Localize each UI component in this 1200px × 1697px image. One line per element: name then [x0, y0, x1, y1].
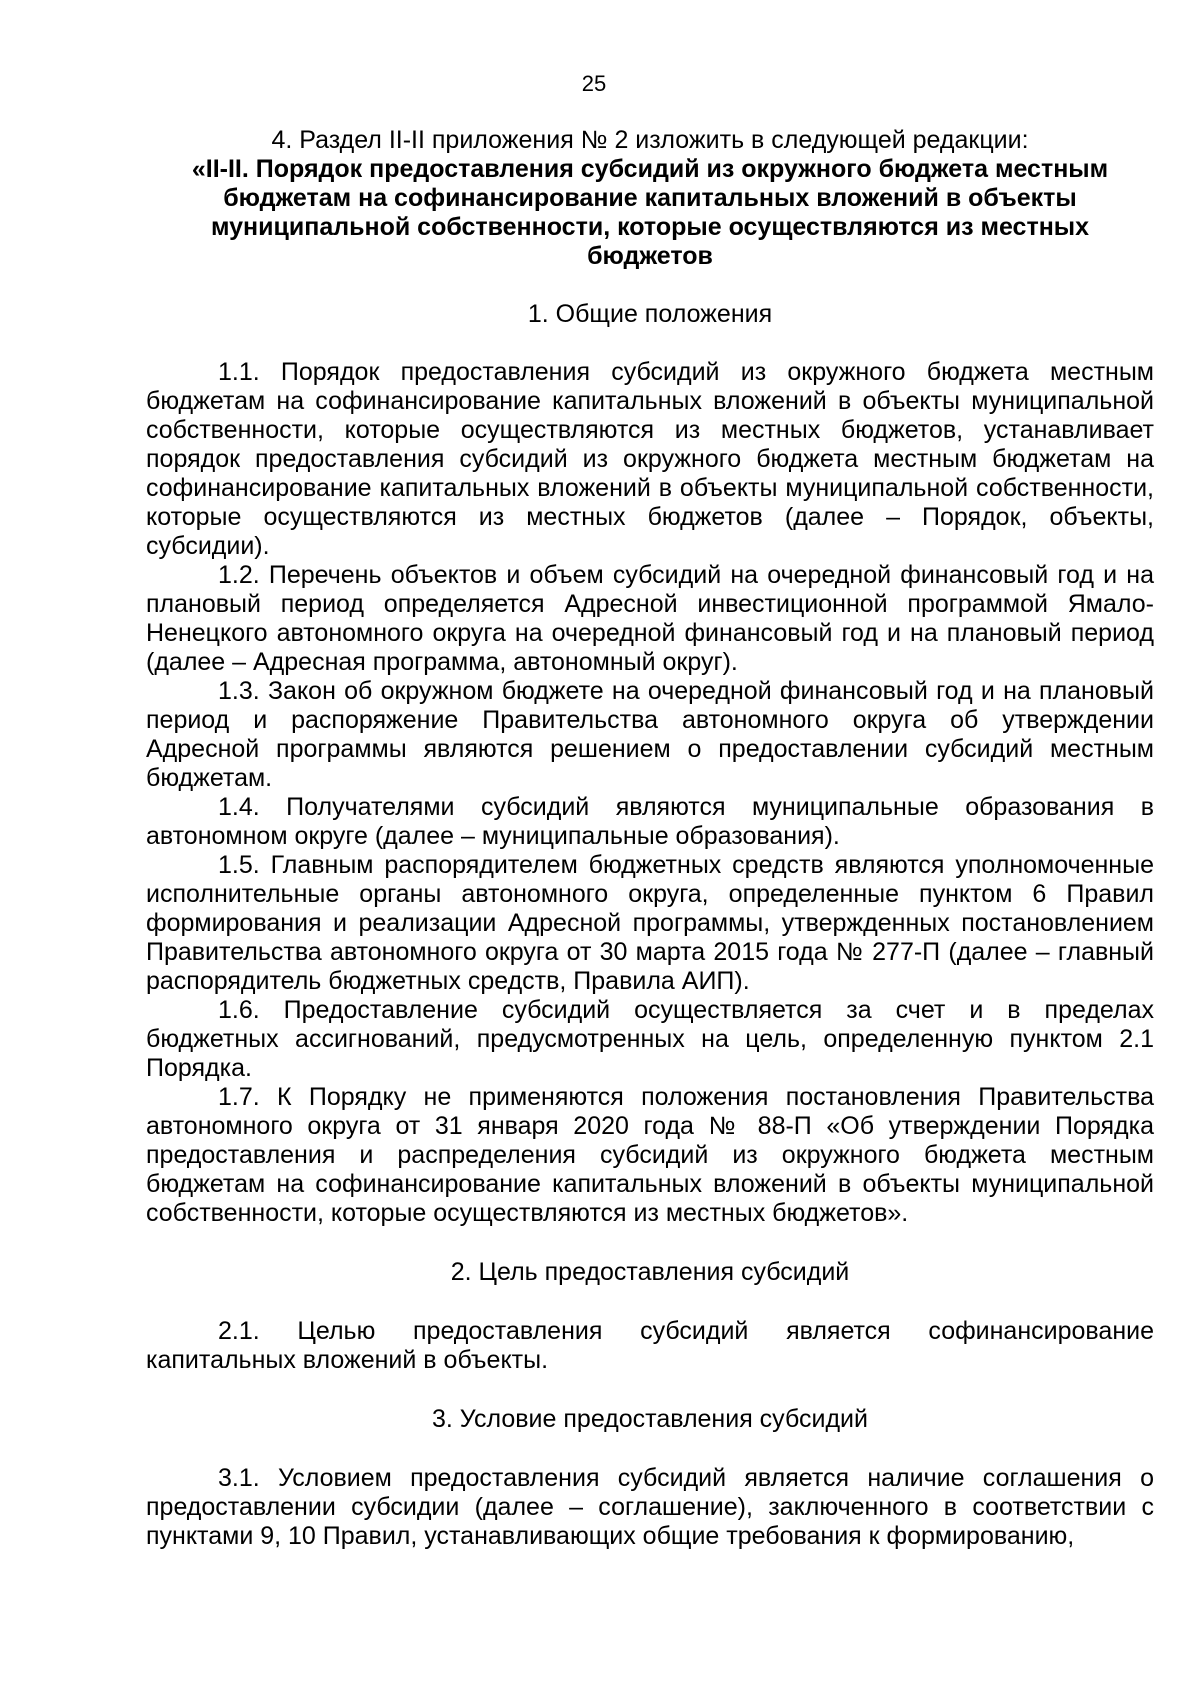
amendment-intro: 4. Раздел II-II приложения № 2 изложить в следующей редакции:: [271, 126, 1029, 154]
paragraph-3-1: 3.1. Условием предоставления субсидий является наличие соглашения о предоставлении субсидии (далее – соглашение), заключенного в соответствии с пунктами 9, 10 Правил, устанавливающих общие требования к формированию,: [146, 1464, 1154, 1550]
section-heading-purpose: 2. Цель предоставления субсидий: [450, 1258, 850, 1286]
paragraph-1-6: 1.6. Предоставление субсидий осуществляется за счет и в пределах бюджетных ассигнований, предусмотренных на цель, определенную пунктом 2.1 Порядка.: [146, 996, 1154, 1082]
section-heading-general: 1. Общие положения: [527, 300, 773, 328]
document-body: [146, 126, 1154, 1551]
paragraph-1-2: 1.2. Перечень объектов и объем субсидий на очередной финансовый год и на плановый период определяется Адресной инвестиционной программой Ямало-Ненецкого автономного округа на очередной финансовый год и на плановый период (далее – Адресная программа, автономный округ).: [146, 561, 1154, 676]
paragraph-1-1: 1.1. Порядок предоставления субсидий из окружного бюджета местным бюджетам на софинансирование капитальных вложений в объекты муниципальной собственности, которые осуществляются из местных бюджетов, устанавливает порядок предоставления субсидий из окружного бюджета местным бюджетам на софинансирование капитальных вложений в объекты муниципальной собственности, которые осуществляются из местных бюджетов (далее – Порядок, объекты, субсидии).: [146, 358, 1154, 560]
section-heading-condition: 3. Условие предоставления субсидий: [432, 1405, 868, 1433]
paragraph-1-7: 1.7. К Порядку не применяются положения постановления Правительства автономного округа от 31 января 2020 года № 88-П «Об утверждении Порядка предоставления и распределения субсидий из окружного бюджета местным бюджетам на софинансирование капитальных вложений в объекты муниципальной собственности, которые осуществляются из местных бюджетов».: [146, 1083, 1154, 1227]
paragraph-1-4: 1.4. Получателями субсидий являются муниципальные образования в автономном округе (далее – муниципальные образования).: [146, 793, 1154, 850]
paragraph-1-5: 1.5. Главным распорядителем бюджетных средств являются уполномоченные исполнительные органы автономного округа, определенные пунктом 6 Правил формирования и реализации Адресной программы, утвержденных постановлением Правительства автономного округа от 30 марта 2015 года № 277-П (далее – главный распорядитель бюджетных средств, Правила АИП).: [146, 851, 1154, 995]
page-number: 25: [581, 71, 607, 96]
section-title: «II-II. Порядок предоставления субсидий из окружного бюджета местным бюджетам на софинансирование капитальных вложений в объекты муниципальной собственности, которые осуществляются из местных бюджетов: [191, 155, 1109, 270]
paragraph-2-1: 2.1. Целью предоставления субсидий является софинансирование капитальных вложений в объекты.: [146, 1317, 1154, 1374]
paragraph-1-3: 1.3. Закон об окружном бюджете на очередной финансовый год и на плановый период и распоряжение Правительства автономного округа об утверждении Адресной программы являются решением о предоставлении субсидий местным бюджетам.: [146, 677, 1154, 792]
